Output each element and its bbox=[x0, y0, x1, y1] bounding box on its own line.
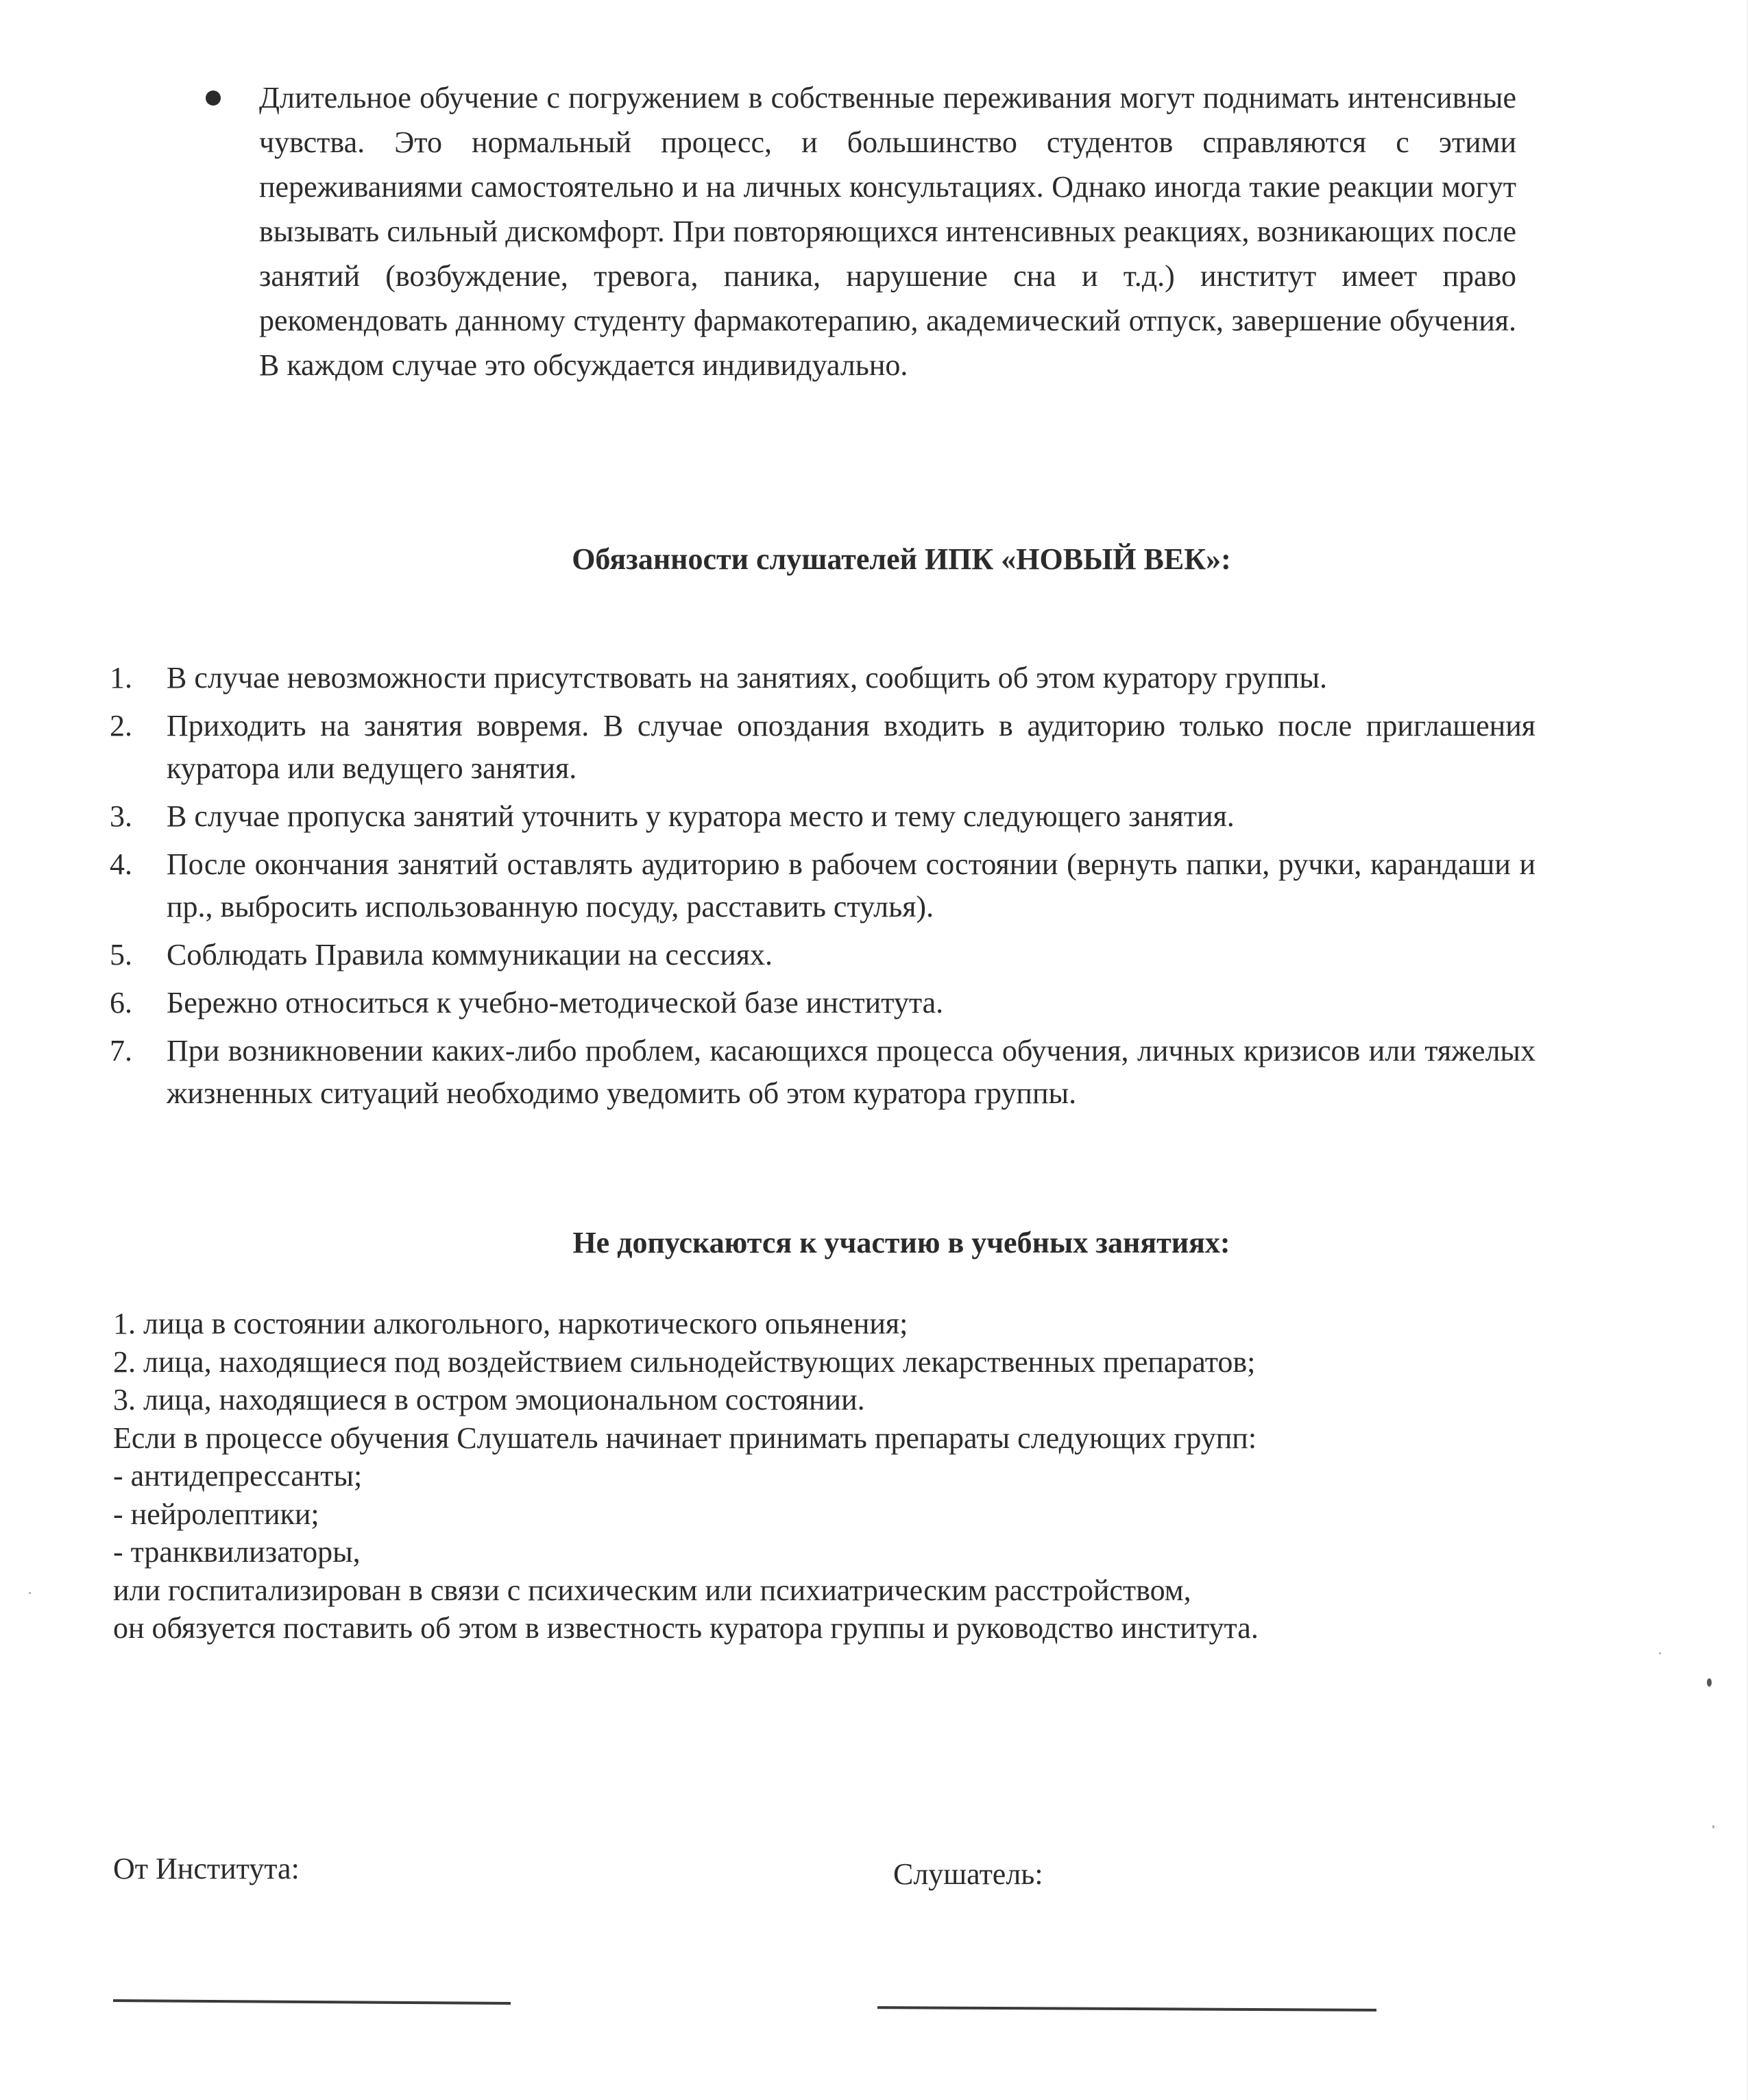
duty-item bbox=[110, 1030, 1535, 1115]
duties-list bbox=[110, 657, 1535, 1120]
duty-number: 1. bbox=[110, 661, 132, 695]
not-allowed-line: 2. лица, находящиеся под воздействием сильнодействующих лекарственных препаратов; bbox=[113, 1344, 1256, 1379]
duty-number: 4. bbox=[110, 847, 132, 881]
intro-paragraph: Длительное обучение с погружением в собственные переживания могут поднимать интенсивные чувства. Это нормальный процесс, и большинство студентов справляются с этими переживаниями самостоятельно и на личных консультациях. Однако иногда такие реакции могут вызывать сильный дискомфорт. При повторяющихся интенсивных реакциях, возникающих после занятий (возбуждение, тревога, паника, нарушение сна и т.д.) институт имеет право рекомендовать данному студенту фармакотерапию, академический отпуск, завершение обучения. В каждом случае это обсуждается индивидуально. bbox=[259, 81, 1516, 382]
duty-number: 5. bbox=[110, 938, 132, 971]
duties-heading: Обязанности слушателей ИПК «НОВЫЙ ВЕК»: bbox=[572, 542, 1231, 576]
scan-speck bbox=[29, 1592, 31, 1594]
duty-number: 7. bbox=[110, 1034, 132, 1067]
duty-text: После окончания занятий оставлять аудиторию в рабочем состоянии (вернуть папки, ручки, карандаши и пр., выбросить использованную посуду, расставить стулья). bbox=[167, 847, 1535, 924]
duty-item bbox=[110, 795, 1535, 838]
not-allowed-line: Если в процессе обучения Слушатель начинает принимать препараты следующих групп: bbox=[113, 1421, 1257, 1455]
not-allowed-heading: Не допускаются к участию в учебных занятиях: bbox=[572, 1226, 1230, 1259]
duty-text: В случае пропуска занятий уточнить у куратора место и тему следующего занятия. bbox=[167, 799, 1235, 833]
not-allowed-line: или госпитализирован в связи с психическим или психиатрическим расстройством, bbox=[113, 1573, 1191, 1607]
institute-signature-label: От Института: bbox=[113, 1852, 300, 1885]
duty-number: 2. bbox=[110, 709, 132, 743]
duty-number: 6. bbox=[110, 986, 132, 1019]
not-allowed-line: он обязуется поставить об этом в известность куратора группы и руководство института. bbox=[113, 1611, 1259, 1645]
not-allowed-line: - антидепрессанты; bbox=[113, 1459, 363, 1493]
not-allowed-line: 1. лица в состоянии алкогольного, наркотического опьянения; bbox=[113, 1307, 908, 1340]
scan-speck bbox=[1712, 1825, 1714, 1829]
not-allowed-line: - транквилизаторы, bbox=[113, 1535, 361, 1569]
duty-item bbox=[110, 843, 1535, 928]
duty-text: Соблюдать Правила коммуникации на сессиях. bbox=[167, 938, 773, 971]
student-signature-line bbox=[877, 2006, 1376, 2012]
scan-speck bbox=[1659, 1652, 1661, 1654]
student-signature-label: Слушатель: bbox=[893, 1857, 1043, 1891]
institute-signature-line bbox=[113, 1999, 511, 2005]
duty-item bbox=[110, 982, 1535, 1024]
duty-item bbox=[110, 934, 1535, 976]
duty-text: Бережно относиться к учебно-методической базе института. bbox=[167, 986, 944, 1019]
bullet-dot-icon bbox=[206, 90, 221, 106]
duty-text: При возникновении каких-либо проблем, касающихся процесса обучения, личных кризисов или тяжелых жизненных ситуаций необходимо уведомить об этом куратора группы. bbox=[167, 1034, 1535, 1110]
not-allowed-section bbox=[113, 1305, 1553, 1648]
duty-item bbox=[110, 705, 1535, 790]
duty-text: Приходить на занятия вовремя. В случае опоздания входить в аудиторию только после приглашения куратора или ведущего занятия. bbox=[167, 709, 1535, 785]
not-allowed-line: - нейролептики; bbox=[113, 1497, 319, 1531]
duty-text: В случае невозможности присутствовать на занятиях, сообщить об этом куратору группы. bbox=[167, 661, 1328, 695]
not-allowed-line: 3. лица, находящиеся в остром эмоциональном состоянии. bbox=[113, 1383, 865, 1416]
scan-speck bbox=[1707, 1678, 1712, 1687]
duty-number: 3. bbox=[110, 799, 132, 833]
duty-item bbox=[110, 657, 1535, 699]
